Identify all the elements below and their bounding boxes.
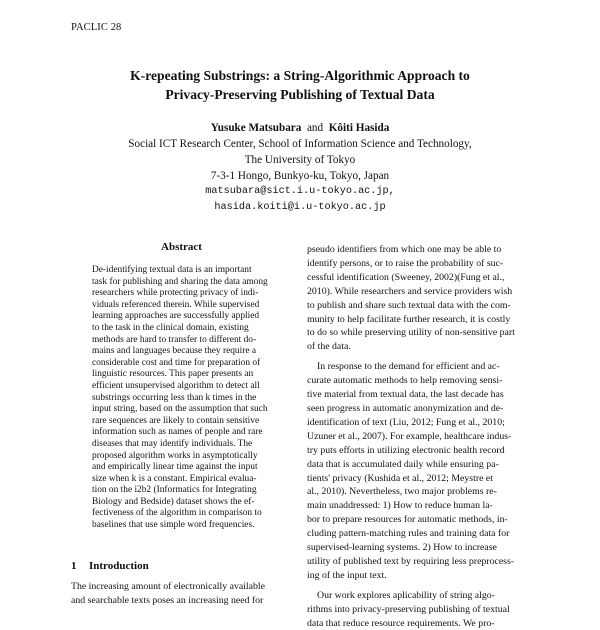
body-line: cessful identification (Sweeney, 2002)(Fung et al.,	[307, 271, 505, 283]
body-line: tients' privacy (Kushida et al., 2012; Meystre et	[307, 472, 493, 484]
paper-title	[0, 66, 600, 104]
body-line: supervised-learning systems. 2) How to increase	[307, 542, 497, 554]
abstract-line: rare sequences are likely to contain sensitive	[92, 415, 260, 426]
abstract-line: size when k is a constant. Empirical evalua-	[92, 473, 257, 484]
author-names	[0, 120, 600, 136]
body-line: bor to prepare resources for automatic methods, in-	[307, 514, 508, 526]
body-line: data that reduce resource requirements. We pro-	[307, 617, 495, 629]
abstract-line: and empirically linear time against the input	[92, 462, 258, 473]
right-column	[307, 243, 529, 630]
abstract-line: information such as names of people and rare	[92, 427, 263, 438]
affiliation-line: 7-3-1 Hongo, Bunkyo-ku, Tokyo, Japan	[210, 170, 390, 182]
author-email: matsubara@sict.i.u-tokyo.ac.jp,	[205, 186, 395, 197]
abstract-line: learning approaches are successfully applied	[92, 311, 260, 322]
body-line: pseudo identifiers from which one may be able to	[307, 244, 502, 255]
running-header: PACLIC 28	[71, 22, 122, 33]
paragraph	[307, 360, 529, 583]
abstract-line: fectiveness of the algorithm in comparison to	[92, 508, 262, 519]
author-name: Yusuke Matsubara	[210, 122, 302, 134]
abstract-line: proposed algorithm works in asymptotically	[92, 450, 258, 461]
body-line: identification of text (Liu, 2012; Fung et al., 2010;	[307, 416, 505, 428]
abstract-line: De-identifying textual data is an important	[92, 265, 252, 275]
abstract-line: methods are hard to transfer to different do-	[92, 334, 257, 345]
body-line: try puts efforts in utilizing electronic health record	[307, 444, 505, 456]
paragraph	[307, 589, 529, 630]
body-line: to publish and share such textual data with the com-	[307, 299, 511, 311]
body-line: identify persons, or to raise the probability of suc-	[307, 257, 504, 269]
author-name: Kôiti Hasida	[328, 122, 390, 134]
body-line: data that is accumulated daily while ensuring pa-	[307, 458, 499, 470]
author-block	[0, 120, 600, 216]
abstract-line: researchers while protecting privacy of indi-	[92, 288, 259, 299]
abstract-line: task for publishing and sharing the data among	[92, 276, 268, 287]
intro-line: and searchable texts poses an increasing need for	[71, 595, 264, 606]
abstract-line: to the task in the clinical domain, existing	[92, 322, 249, 333]
abstract-body	[92, 265, 272, 532]
affiliation-line: Social ICT Research Center, School of Information Science and Technology,	[128, 138, 472, 150]
body-line: utility of published text by requiring less preprocess-	[307, 555, 515, 567]
body-line: to do so while preserving utility of non-sensitive part	[307, 327, 515, 339]
body-line: cluding pattern-matching rules and training data for	[307, 528, 510, 540]
body-line: Our work explores aplicability of string algo-	[317, 589, 495, 601]
abstract-heading: Abstract	[161, 241, 202, 253]
abstract-line: linguistic resources. This paper presents an	[92, 369, 254, 380]
body-line: rithms into privacy-preserving publishing of textual	[307, 603, 510, 615]
section-heading-introduction	[71, 560, 149, 572]
abstract-line: efficient unsupervised algorithm to detect all	[92, 380, 260, 391]
abstract-line: baselines that use simple word frequencies.	[92, 520, 255, 531]
author-email: hasida.koiti@i.u-tokyo.ac.jp	[214, 202, 386, 213]
section-number: 1	[71, 560, 77, 572]
body-line: ing of the input text.	[307, 569, 387, 581]
body-line: seen progress in automatic anonymization and de-	[307, 402, 504, 414]
introduction-body	[71, 580, 293, 608]
abstract-line: substrings occurring less than k times in the	[92, 392, 257, 403]
title-line: K-repeating Substrings: a String-Algorithmic Approach to	[130, 68, 470, 83]
abstract-line: input string, based on the assumption that such	[92, 404, 268, 415]
affiliation-line: The University of Tokyo	[244, 154, 356, 166]
body-line: main unaddressed: 1) How to reduce human la-	[307, 500, 493, 512]
author-conjunction: and	[306, 122, 324, 134]
body-line: In response to the demand for efficient and ac-	[317, 361, 500, 373]
title-line: Privacy-Preserving Publishing of Textual Data	[165, 87, 435, 102]
body-line: Uzuner et al., 2007). For example, healthcare indus-	[307, 430, 512, 442]
body-line: al., 2010). Nevertheless, two major problems re-	[307, 486, 497, 498]
body-line: tive material from textual data, the last decade has	[307, 389, 504, 401]
abstract-line: tion on the i2b2 (Informatics for Integrating	[92, 485, 257, 496]
body-line: curate automatic methods to help removing sensi-	[307, 375, 503, 387]
intro-line: The increasing amount of electronically available	[71, 581, 265, 592]
body-line: munity to help facilitate further research, it is costly	[307, 313, 511, 325]
section-title: Introduction	[89, 560, 149, 572]
abstract-line: diseases that may identify individuals. The	[92, 438, 253, 449]
paragraph	[307, 243, 529, 354]
abstract-line: viduals referenced therein. While supervised	[92, 299, 260, 310]
body-line: of the data.	[307, 341, 351, 353]
abstract-line: considerable cost and time for preparation of	[92, 357, 261, 368]
abstract-line: Biology and Bedside) dataset shows the ef-	[92, 496, 255, 507]
body-line: 2010). While researchers and service providers wish	[307, 285, 513, 297]
abstract-line: mains and languages because they require a	[92, 346, 256, 357]
